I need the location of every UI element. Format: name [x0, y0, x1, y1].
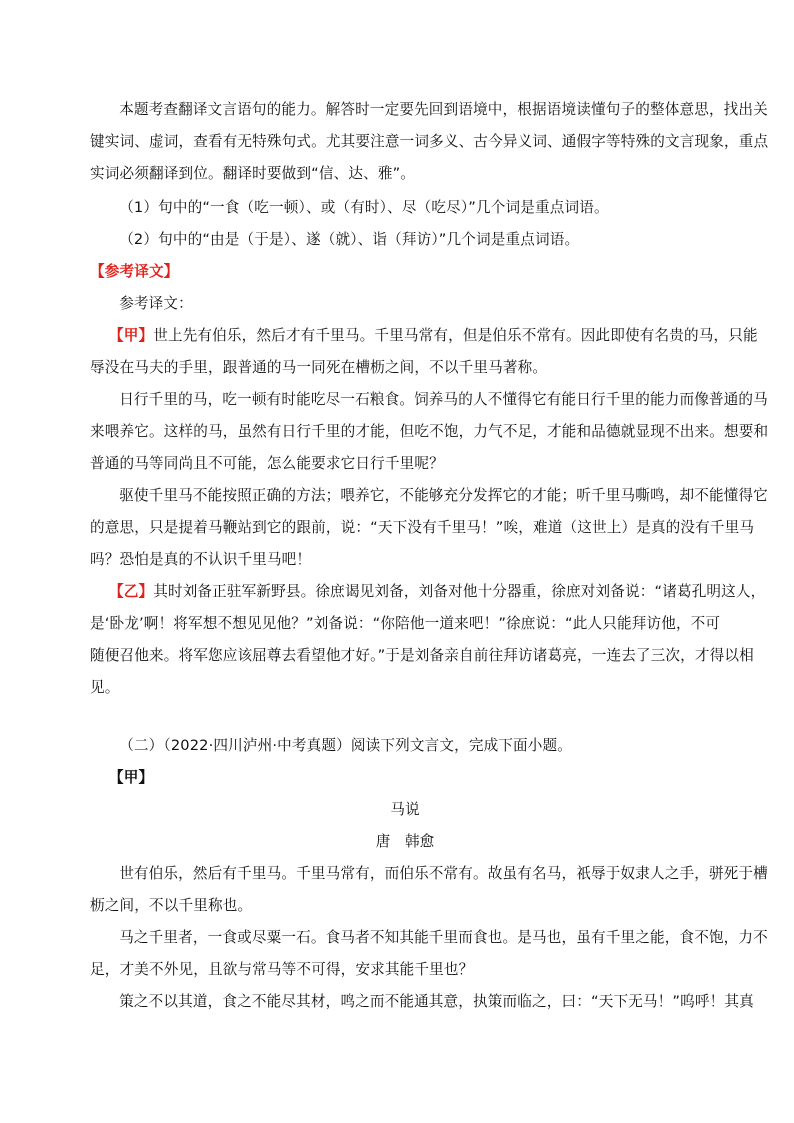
- analysis-paragraph: [90, 94, 769, 190]
- question-jia-label: [90, 762, 720, 794]
- text-line: 枥之间，不以千里称也。: [90, 897, 253, 914]
- text-span: 世上先有伯乐，然后才有千里马。千里马常有，但是伯乐不常有。因此即使有名贵的马，只能: [153, 327, 758, 344]
- text-line: 参考译文：: [119, 295, 193, 312]
- passage-title: 马说: [390, 801, 420, 818]
- translation-heading: [90, 256, 720, 288]
- text-line: 来喂养它。这样的马，虽然有日行千里的才能，但吃不饱，力气不足，才能和品德就显现不出来。想要和: [90, 423, 769, 440]
- text-line: 日行千里的马，吃一顿有时能吃尽一石粮食。饲养马的人不懂得它有能日行千里的能力而像普通的马: [119, 391, 768, 408]
- section-heading: 【参考译文】: [90, 263, 179, 280]
- text-line: [90, 320, 758, 352]
- text-line: 键实词、虚词，查看有无特殊句式。尤其要注意一词多义、古今异义词、通假字等特殊的文言现象，重点: [90, 133, 769, 150]
- text-line: 马之千里者，一食或尽粟一石。食马者不知其能千里而食也。是马也，虽有千里之能，食不饱，力不: [119, 929, 768, 946]
- text-line: 的意思，只是提着马鞭站到它的跟前，说：“天下没有千里马！”唉，难道（这世上）是真的没有千里马: [90, 519, 755, 536]
- text-line: 普通的马等同尚且不可能，怎么能要求它日行千里呢？: [90, 455, 444, 472]
- text-line: （1）句中的“一食（吃一顿）、或（有时）、尽（吃尽）”几个词是重点词语。: [119, 199, 609, 216]
- analysis-note-2: [90, 224, 720, 256]
- text-line: 驱使千里马不能按照正确的方法；喂养它，不能够充分发挥它的才能；听千里马嘶鸣，却不能懂得它: [119, 487, 768, 504]
- jia-tag: 【甲】: [108, 327, 154, 344]
- text-span: 其时刘备正驻军新野县。徐庶谒见刘备，刘备对他十分器重，徐庶对刘备说：“诸葛孔明这人，: [153, 583, 766, 600]
- text-line: 随便召他来。将军您应该屈尊去看望他才好。”于是刘备亲自前往拜访诸葛亮，一连去了三次，才得以相: [90, 647, 754, 664]
- passage-p3: [90, 986, 754, 1018]
- text-line: 是‘卧龙’啊！将军想不想见见他？”刘备说：“你陪他一道来吧！”徐庶说：“此人只能拜访他，不可: [90, 615, 721, 632]
- analysis-note-1: [90, 192, 720, 224]
- text-line: 策之不以其道，食之不能尽其材，鸣之而不能通其意，执策而临之，曰：“天下无马！”呜呼！其真: [119, 993, 754, 1010]
- text-line: 见。: [90, 679, 120, 696]
- text-line: 足，才美不外见，且欲与常马等不可得，安求其能千里也？: [90, 961, 474, 978]
- translation-jia-p1: [90, 320, 758, 384]
- text-line: 吗？恐怕是真的不认识千里马吧！: [90, 551, 312, 568]
- translation-subheading: [90, 288, 720, 320]
- jia-label: 【甲】: [108, 769, 154, 786]
- text-line: 辱没在马夫的手里，跟普通的马一同死在槽枥之间，不以千里马著称。: [90, 359, 548, 376]
- yi-tag: 【乙】: [108, 583, 154, 600]
- text-line: 世有伯乐，然后有千里马。千里马常有，而伯乐不常有。故虽有名马，祇辱于奴隶人之手，骈死于槽: [119, 865, 768, 882]
- translation-jia-p2: [90, 384, 769, 480]
- translation-yi: [90, 576, 766, 704]
- passage-author: 唐 韩愈: [375, 833, 435, 850]
- text-line: 本题考查翻译文言语句的能力。解答时一定要先回到语境中，根据语境读懂句子的整体意思，找出关: [119, 101, 768, 118]
- translation-jia-p3: [90, 480, 768, 576]
- text-line: 实词必须翻译到位。翻译时要做到“信、达、雅”。: [90, 165, 416, 182]
- passage-p2: [90, 922, 768, 986]
- text-line: （二）（2022·四川泸州·中考真题）阅读下列文言文，完成下面小题。: [119, 737, 573, 754]
- text-line: [90, 576, 766, 608]
- passage-p1: [90, 858, 768, 922]
- text-line: （2）句中的“由是（于是）、遂（就）、诣（拜访）”几个词是重点词语。: [119, 231, 580, 248]
- question-intro: [90, 730, 720, 762]
